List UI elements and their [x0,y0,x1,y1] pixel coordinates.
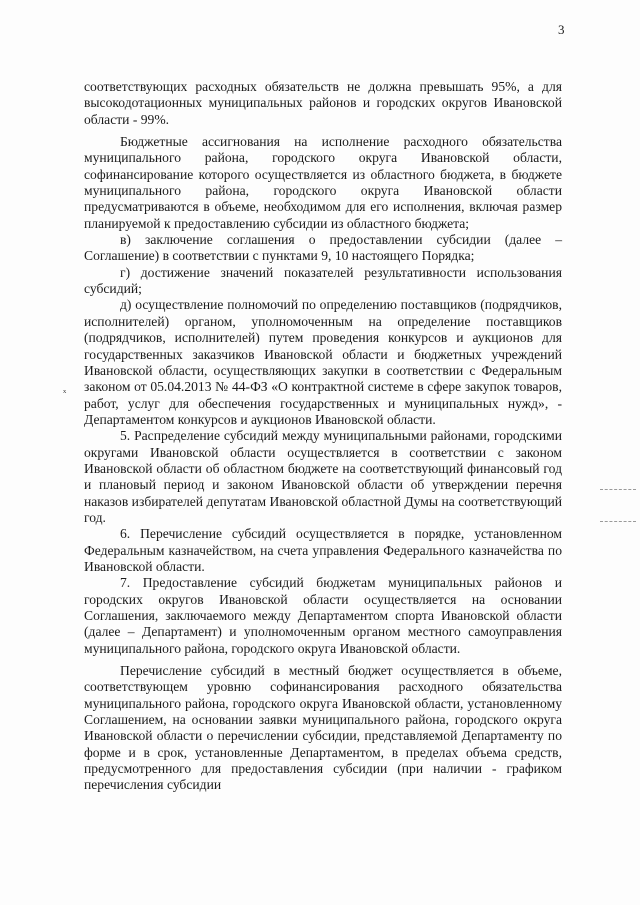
paragraph-point-7: 7. Предоставление субсидий бюджетам муниципальных районов и городских округов Ивановской области осуществляется на основании Соглашения, заключаемого между Департаментом спорта Ивановской области (далее – Департамент) и уполномоченным органом местного самоуправления муниципального района, городского округа Ивановской области. [84,575,562,656]
paragraph-transfer: Перечисление субсидий в местный бюджет осуществляется в объеме, соответствующем уровню софинансирования расходного обязательства муниципального района, городского округа Ивановской области, установленному Соглашением, на основании заявки муниципального района, городского округа Ивановской области о перечислении субсидии, представляемой Департаменту по форме и в срок, установленные Департаментом, в пределах объема средств, предусмотренного для предоставления субсидии (при наличии - графиком перечисления субсидии [84,663,562,793]
paragraph-continuation: соответствующих расходных обязательств не должна превышать 95%, а для высокодотационных муниципальных районов и городских округов Ивановской области - 99%. [84,79,562,127]
page-number: 3 [558,22,565,37]
margin-mark: ₓ [63,383,67,395]
paragraph-point-5: 5. Распределение субсидий между муниципальными районами, городскими округами Ивановской области осуществляется в соответствии с законом Ивановской области об областном бюджете на соответствующий финансовый год и плановый период и законом Ивановской области об утверждении перечня наказов избирателей депутатам Ивановской областной Думы на соответствующий год. [84,428,562,525]
paragraph-item-g: г) достижение значений показателей результативности использования субсидий; [84,264,562,297]
margin-scan-line [600,521,636,522]
paragraph-budget-allocations: Бюджетные ассигнования на исполнение расходного обязательства муниципального района, городского округа Ивановской области, софинансирование которого осуществляется из областного бюджета, в бюджете муниципального района, городского округа Ивановской области предусматриваются в объеме, необходимом для его исполнения, включая размер планируемой к предоставлению субсидии из областного бюджета; [84,134,562,231]
paragraph-item-v: в) заключение соглашения о предоставлении субсидии (далее – Соглашение) в соответствии с пунктами 9, 10 настоящего Порядка; [84,232,562,264]
paragraph-point-6: 6. Перечисление субсидий осуществляется в порядке, установленном Федеральным казначейством, на счета управления Федерального казначейства по Ивановской области. [84,526,562,574]
margin-scan-line [600,489,636,490]
paragraph-item-d: д) осуществление полномочий по определению поставщиков (подрядчиков, исполнителей) органом, уполномоченным на определение поставщиков (подрядчиков, исполнителей) путем проведения конкурсов и аукционов для государственных заказчиков Ивановской области и бюджетных учреждений Ивановской области, осуществляющих закупки в соответствии с Федеральным законом от 05.04.2013 № 44-ФЗ «О контрактной системе в сфере закупок товаров, работ, услуг для обеспечения государственных и муниципальных нужд», - Департаментом конкурсов и аукционов Ивановской области. [84,297,562,427]
document-body [84,79,562,794]
